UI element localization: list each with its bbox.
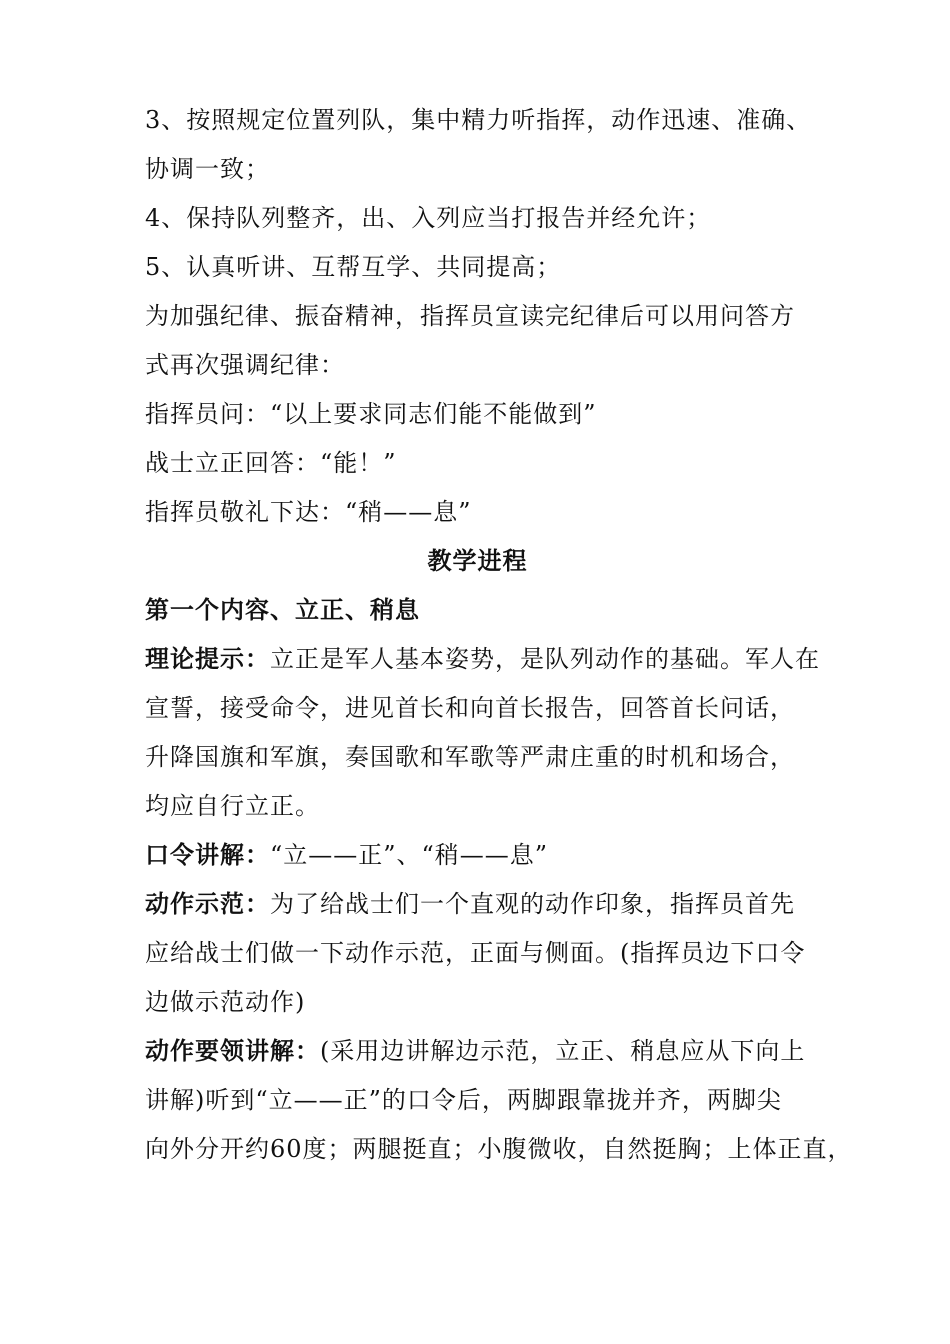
theory-term: 理论提示： — [145, 645, 270, 673]
demo-term: 动作示范： — [145, 890, 270, 918]
theory-text-1: 立正是军人基本姿势，是队列动作的基础。军人在 — [270, 645, 820, 673]
soldier-answer: 战士立正回答：“能！” — [145, 449, 397, 477]
essentials-term: 动作要领讲解： — [145, 1037, 320, 1065]
content-title: 第一个内容、立正、稍息 — [145, 596, 420, 624]
command-line — [145, 831, 810, 880]
discipline-item-4: 4、保持队列整齐，出、入列应当打报告并经允许； — [145, 204, 712, 232]
demo-line-3: 边做示范动作) — [145, 988, 306, 1016]
commander-question: 指挥员问：“以上要求同志们能不能做到” — [145, 400, 597, 428]
discipline-intro-line-1: 为加强纪律、振奋精神，指挥员宣读完纪律后可以用问答方 — [145, 302, 795, 330]
discipline-item-3-line-2: 协调一致； — [145, 155, 270, 183]
command-term: 口令讲解： — [145, 841, 270, 869]
discipline-intro-line-2: 式再次强调纪律： — [145, 351, 345, 379]
discipline-item-3-line-1: 3、按照规定位置列队，集中精力听指挥，动作迅速、准确、 — [145, 106, 812, 134]
document-page — [145, 96, 853, 1174]
demo-text-1: 为了给战士们一个直观的动作印象，指挥员首先 — [270, 890, 795, 918]
discipline-item-5: 5、认真听讲、互帮互学、共同提高； — [145, 253, 562, 281]
commander-salute: 指挥员敬礼下达：“稍——息” — [145, 498, 472, 526]
essentials-line-2: 讲解)听到“立——正”的口令后，两脚跟靠拢并齐，两脚尖 — [145, 1086, 782, 1114]
theory-line-3: 升降国旗和军旗，奏国歌和军歌等严肃庄重的时机和场合， — [145, 743, 795, 771]
essentials-line-3: 向外分开约60度；两腿挺直；小腹微收，自然挺胸；上体正直， — [145, 1135, 853, 1163]
demo-line-2: 应给战士们做一下动作示范，正面与侧面。(指挥员边下口令 — [145, 939, 806, 967]
demo-line-1 — [145, 880, 810, 929]
essentials-line-1 — [145, 1027, 810, 1076]
essentials-text-1: (采用边讲解边示范，立正、稍息应从下向上 — [320, 1037, 806, 1065]
theory-line-4: 均应自行立正。 — [145, 792, 320, 820]
theory-line-1 — [145, 635, 820, 684]
command-text: “立——正”、“稍——息” — [270, 841, 549, 869]
theory-line-2: 宣誓，接受命令，进见首长和向首长报告，回答首长问话， — [145, 694, 795, 722]
section-title: 教学进程 — [427, 547, 528, 575]
